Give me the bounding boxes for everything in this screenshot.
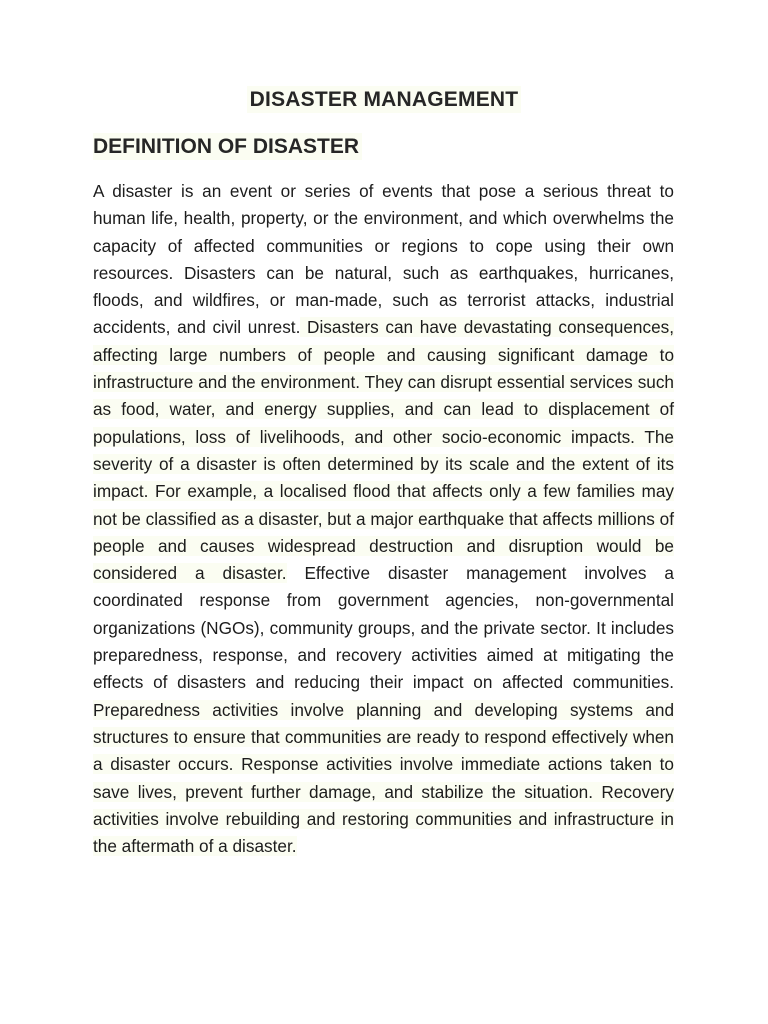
section-heading	[93, 135, 362, 159]
section-heading-text: DEFINITION OF DISASTER	[93, 133, 362, 160]
paragraph-segment-2: Disasters can have devastating consequences, affecting large numbers of people and causing significant damage to infrastructure and the environment. They can disrupt essential services such as food, water, and energy supplies, and can lead to displacement of populations, loss of livelihoods, and other socio-economic impacts. The severity of a disaster is often determined by its scale and the extent of its impact. For example, a localised flood that affects only a few families may not be classified as a disaster, but a major earthquake that affects millions of people and causes widespread destruction and disruption would be considered a disaster.	[93, 317, 674, 584]
paragraph-segment-1: A disaster is an event or series of events that pose a serious threat to human life, health, property, or the environment, and which overwhelms the capacity of affected communities or regions to cope using their own resources. Disasters can be natural, such as earthquakes, hurricanes, floods, and wildfires, or man-made, such as terrorist attacks, industrial accidents, and civil unrest.	[93, 181, 674, 338]
body-paragraph	[93, 178, 674, 860]
document-title-text: DISASTER MANAGEMENT	[247, 86, 522, 113]
paragraph-segment-4: Preparedness activities involve planning and developing systems and structures to ensure that communities are ready to respond effectively when a disaster occurs. Response activities involve immediate actions taken to save lives, prevent further damage, and stabilize the situation. Recovery activities involve rebuilding and restoring communities and infrastructure in the aftermath of a disaster.	[93, 699, 674, 857]
document-title	[0, 88, 768, 112]
paragraph-segment-3: Effective disaster management involves a coordinated response from government agencies, non-governmental organizations (NGOs), community groups, and the private sector. It includes preparedness, response, and recovery activities aimed at mitigating the effects of disasters and reducing their impact on affected communities.	[93, 563, 674, 693]
